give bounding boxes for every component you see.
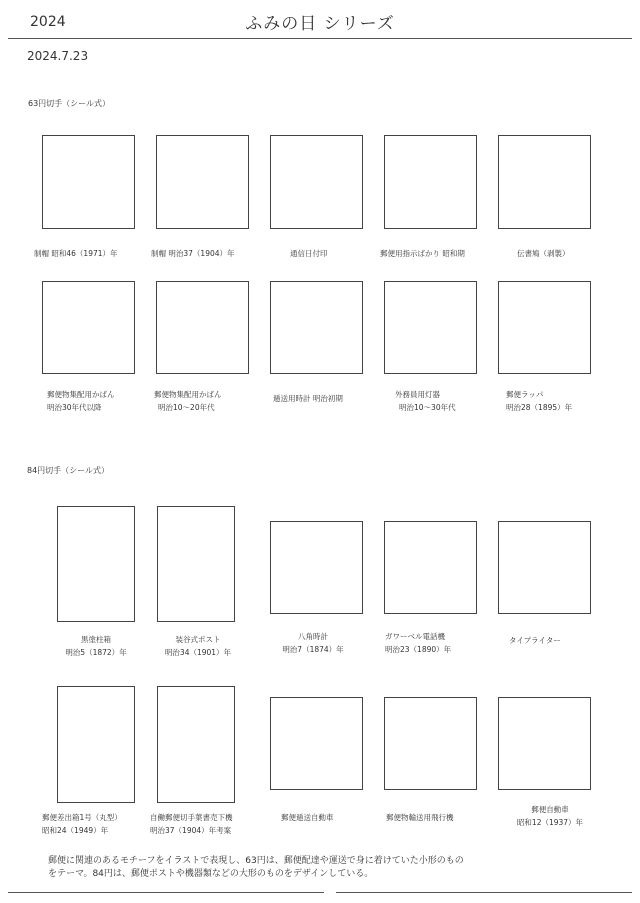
stamp-caption: 郵便自動車 昭和12（1937）年 xyxy=(516,805,584,827)
stamp-frame xyxy=(498,281,591,374)
stamp-frame xyxy=(384,521,477,614)
description-text: 郵便に関連のあるモチーフをイラストで表現し、63円は、郵便配達や運送で身に着けていた小形のもの をテーマ。84円は、郵便ポストや機器類などの大形のものをデザインしている。 xyxy=(48,856,464,879)
stamp-frame xyxy=(498,697,591,790)
stamp-caption: ガワーベル電話機 明治23（1890）年 xyxy=(385,632,452,654)
stamp-caption: 郵便物輸送用飛行機 xyxy=(386,813,454,822)
stamp-frame xyxy=(156,281,249,374)
stamp-frame xyxy=(42,135,135,229)
stamp-caption: 外務員用灯器 明治10～30年代 xyxy=(395,390,456,412)
page-title: ふみの日 シリーズ xyxy=(245,14,395,34)
stamp-frame xyxy=(57,506,135,622)
footer-divider-right xyxy=(336,892,632,893)
stamp-frame xyxy=(270,135,363,229)
stamp-caption: 黒塗柱箱 明治5（1872）年 xyxy=(65,635,127,657)
stamp-frame xyxy=(384,135,477,229)
stamp-frame xyxy=(156,135,249,229)
stamp-frame xyxy=(270,697,363,790)
stamp-frame xyxy=(157,506,235,622)
issue-date: 2024.7.23 xyxy=(27,49,89,63)
stamp-frame xyxy=(42,281,135,374)
section-63-label: 63円切手（シール式） xyxy=(28,99,111,108)
stamp-frame xyxy=(498,135,591,229)
stamp-caption: 逓送用時計 明治初期 xyxy=(273,394,343,403)
stamp-frame xyxy=(57,686,135,803)
stamp-frame xyxy=(498,521,591,614)
stamp-frame xyxy=(270,521,363,614)
section-84-label: 84円切手（シール式） xyxy=(27,466,110,475)
stamp-caption: 伝書鳩（剥製） xyxy=(517,249,570,258)
footer-divider-left xyxy=(8,892,324,893)
stamp-caption: 通信日付印 xyxy=(290,249,328,258)
stamp-caption: 自働郵便切手葉書売下機 明治37（1904）年考案 xyxy=(150,813,233,835)
stamp-frame xyxy=(270,281,363,374)
stamp-frame xyxy=(384,697,477,790)
stamp-caption: 郵便用指示ばかり 昭和期 xyxy=(380,249,465,258)
stamp-caption: 制帽 明治37（1904）年 xyxy=(151,249,235,258)
stamp-caption: 郵便逓送自動車 xyxy=(281,813,334,822)
stamp-caption: 八角時計 明治7（1874）年 xyxy=(282,632,344,654)
stamp-caption: 郵便差出箱1号（丸型） 昭和24（1949）年 xyxy=(42,813,122,835)
stamp-caption: 装谷式ポスト 明治34（1901）年 xyxy=(164,635,232,657)
stamp-caption: 郵便物集配用かばん 明治30年代以降 xyxy=(47,390,115,412)
stamp-frame xyxy=(157,686,235,803)
stamp-caption: 制帽 昭和46（1971）年 xyxy=(34,249,118,258)
year-label: 2024 xyxy=(30,14,66,30)
stamp-caption: タイプライター xyxy=(509,636,561,645)
stamp-caption: 郵便物集配用かばん 明治10～20年代 xyxy=(154,390,222,412)
stamp-frame xyxy=(384,281,477,374)
stamp-caption: 郵便ラッパ 明治28（1895）年 xyxy=(506,390,573,412)
header-divider xyxy=(8,38,632,39)
